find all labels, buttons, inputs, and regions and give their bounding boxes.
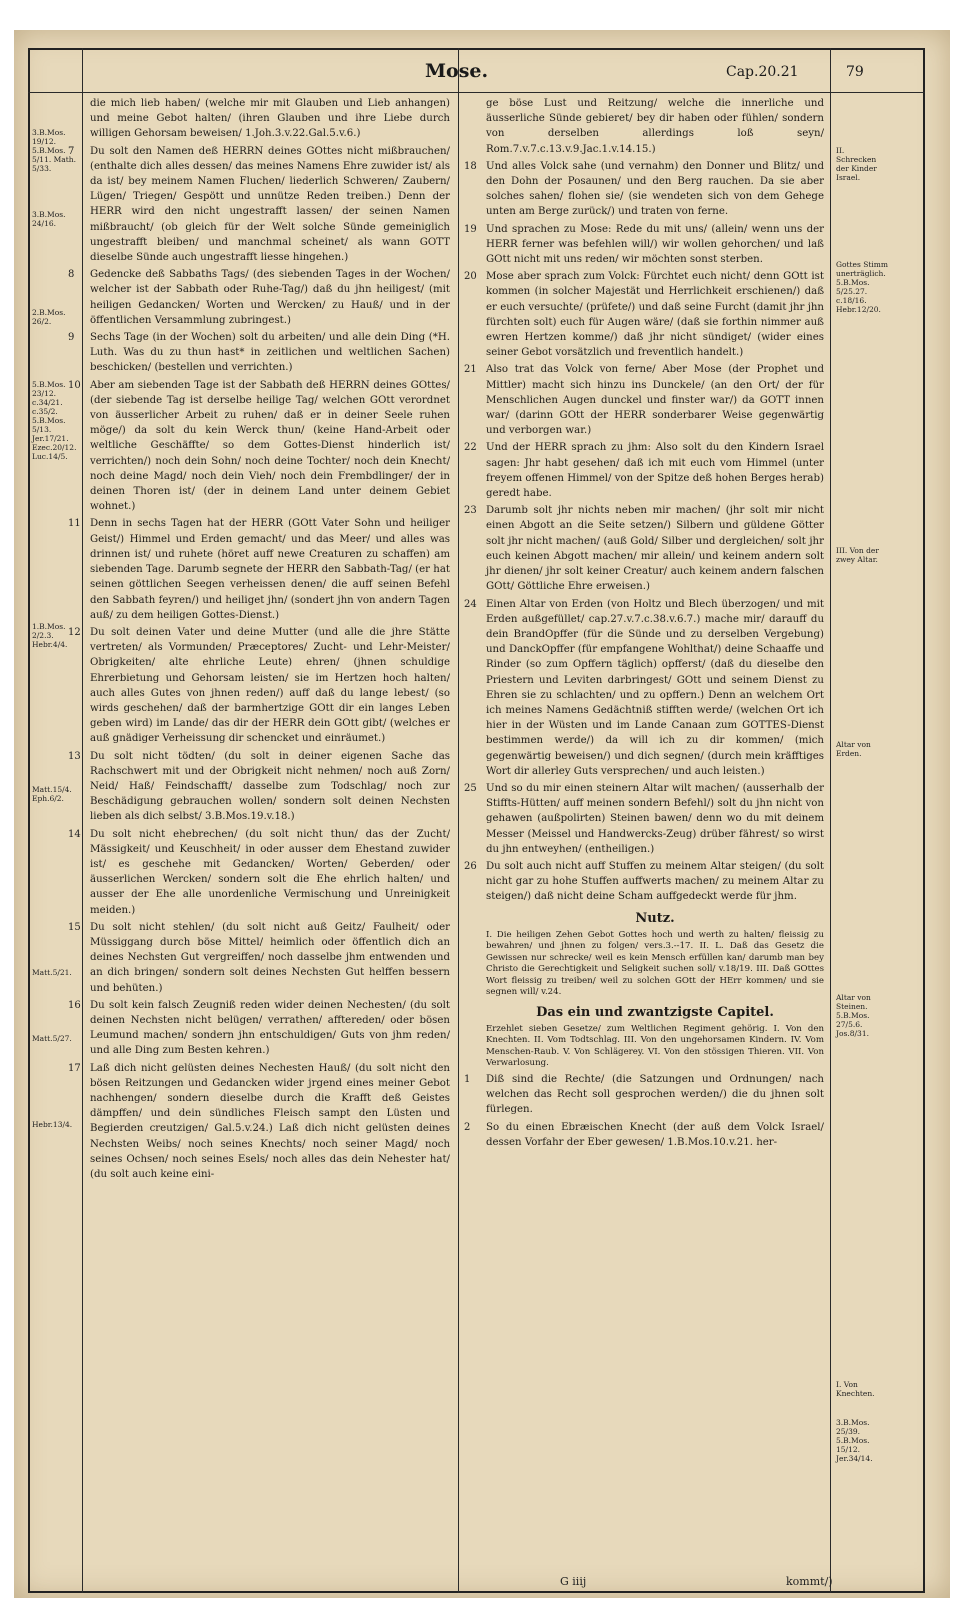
margin-note-left-5: 1.B.Mos. 2/2.3. Hebr.4/4. bbox=[32, 622, 68, 649]
paragraph-v8: 8 Gedencke deß Sabbaths Tags/ (des siebenden Tages in der Wochen/ welcher ist der Sabbath oder Ruhe-Tag/) daß du jhn heiligest/ (mit heiligen Gedancken/ Worten und Wercken/ zu Hauß/ und in der öffentlichen Versammlung zubringest.) bbox=[68, 269, 450, 326]
margin-note-right-3: III. Von der zwey Altar. bbox=[836, 546, 879, 564]
paragraph-v12: 12 Du solt deinen Vater und deine Mutter (und alle die jhre Stätte vertreten/ als Vormunden/ Præceptores/ Zucht- und Lehr-Meister/ Obrigkeiten/ alte ehrliche Leute) ehren/ (jhnen schuldige Ehrerbietung und Gehorsam leisten/ sie im Hertzen hoch halten/ auch alles Gutes von jhnen reden/) auff daß du lange lebest/ (so wirds geschehen/ daß der barmhertzige GOtt dir ein langes Leben geben wird) im Lande/ das dir der HERR dein GOtt gibt/ (welches er auß gnädiger Verheissung dir schencket und einräumet.) bbox=[68, 626, 450, 745]
margin-note-right-4: Altar von Erden. bbox=[836, 740, 871, 758]
margin-note-right-1: II. Schrecken der Kinder Israel. bbox=[836, 146, 877, 182]
right-column bbox=[464, 96, 824, 1152]
paragraph-c21-v1: 1 Diß sind die Rechte/ (die Satzungen und Ordnungen/ nach welchen das Recht soll gesprochen werden/) die du jhnen solt fürlegen. bbox=[464, 1073, 824, 1116]
page-number: 79 bbox=[846, 64, 864, 80]
paragraph-v26: 26 Du solt auch nicht auff Stuffen zu meinem Altar steigen/ (du solt nicht gar zu hohe Stuffen auffwerts machen/ zu meinem Altar zu steigen/) daß nicht deine Scham auffgedeckt werde für jhm. bbox=[464, 860, 824, 903]
paragraph-v23: 23 Darumb solt jhr nichts neben mir machen/ (jhr solt mir nicht einen Abgott an die Seite setzen/) Silbern und güldene Götter solt jhr nicht machen/ (auß Gold/ Silber und dergleichen/ solt jhr euch keinen Abgott machen/ mir allein/ und keinem andern solt jhr dienen/ jhr solt keiner Creatur/ auch keinem andern falschen GOtt/ Göttliche Ehre erweisen.) bbox=[464, 505, 824, 593]
paragraph-v10: 10 Aber am siebenden Tage ist der Sabbath deß HERRN deines GOttes/ (der siebende Tag ist derselbe heilige Tag/ welchen GOtt verordnet von äusserlicher Arbeit zu ruhen/ daß er in deiner Seele ruhen möge/) da solt du kein Werck thun/ (keine Hand-Arbeit oder weltliche Geschäffte/ so dem Gottes-Dienst hinderlich ist/ verrichten/) noch dein Sohn/ noch deine Tochter/ noch dein Knecht/ noch deine Magd/ noch dein Vieh/ noch dein Frembdlinger/ der in deinen Thoren ist/ (der in deinem Land unter deinem Gebiet wohnet.) bbox=[68, 379, 450, 513]
header-rule bbox=[28, 92, 925, 93]
margin-note-right-5: Altar von Steinen. 5.B.Mos. 27/5.6. Jos.8/31. bbox=[836, 993, 871, 1038]
signature-mark: G iiij bbox=[560, 1575, 587, 1588]
paragraph-v18: 18 Und alles Volck sahe (und vernahm) den Donner und Blitz/ und den Dohn der Posaunen/ und den Berg rauchen. Da sie aber solches sahen/ flohen sie/ (sie wendeten sich von dem Gehege unten am Berge zurück/) und traten von ferne. bbox=[464, 160, 824, 218]
paragraph-v24: 24 Einen Altar von Erden (von Holtz und Blech überzogen/ und mit Erden außgefüllet/ cap.27.v.7.c.38.v.6.7.) mache mir/ darauff du dein BrandOpffer (für die Sünde und zu derselben Vergebung) und DanckOpffer (für empfangene Wohlthat/) deine Schaaffe und Rinder (so zum Opffern täglich) opfferst/ (daß du dieselbe den Priestern und Leviten darbringest/ GOtt und seinem Dienst zu Ehren sie zu schlachten/ und zu opffern.) Denn an welchem Ort ich meines Namens Gedächtniß stifften werde/ (welchen Ort ich hier in der Wüsten und im Lande Canaan zum GOTTES-Dienst bestimmen werde/) da will ich zu dir kommen/ (mich gegenwärtig beweisen/) und dich segnen/ (durch mein kräfftiges Wort dir allerley Guts versprechen/ und auch leisten.) bbox=[464, 598, 824, 777]
paragraph-v19: 19 Und sprachen zu Mose: Rede du mit uns/ (allein/ wenn uns der HERR ferner was befehlen will/) wir wollen gehorchen/ und laß GOtt nicht mit uns reden/ wir möchten sonst sterben. bbox=[464, 223, 824, 266]
nutz-text: I. Die heiligen Zehen Gebot Gottes hoch und werth zu halten/ fleissig zu bewahren/ und jhnen zu folgen/ vers.3.--17. II. L. Daß das Gesetz die Gewissen nur schrecke/ weil es kein Mensch erfüllen kan/ darumb man bey Christo die Gerechtigkeit und Seligkeit suchen soll/ v.18/19. III. Daß GOttes Wort fleissig zu treiben/ weil zu solchen GOtt der HErr kommen/ und sie segnen will/ v.24. bbox=[486, 929, 824, 998]
left-column bbox=[68, 96, 450, 1184]
paragraph-v17: 17 Laß dich nicht gelüsten deines Nechesten Hauß/ (du solt nicht den bösen Reitzungen und Gedancken wider jrgend eines meiner Gebot nachhengen/ sondern dieselbe durch die Krafft deß Geistes dämpffen/ und dein sündliches Fleisch sampt den Lüsten und Begierden creutzigen/ Gal.5.v.24.) Laß dich nicht gelüsten deines Nechsten Weibs/ noch seines Knechts/ noch seiner Magd/ noch seines Ochsen/ noch seines Esels/ noch alles das dein Nehester hat/ (du solt auch keine eini- bbox=[68, 1062, 450, 1181]
left-margin-rule bbox=[82, 48, 83, 1593]
margin-note-left-6: Matt.15/4. Eph.6/2. bbox=[32, 785, 72, 803]
paragraph-r-intro: ge böse Lust und Reitzung/ welche die innerliche und äusserliche Sünde gebieret/ bey dir haben oder fühlen/ sondern von derselben allerdings loß seyn/ Rom.7.v.7.c.13.v.9.Jac.1.v.14.15.) bbox=[486, 98, 824, 155]
paragraph-v20: 20 Mose aber sprach zum Volck: Fürchtet euch nicht/ denn GOtt ist kommen (in solcher Majestät und Herrlichkeit erschienen/) daß er euch versuchte/ (prüfete/) und daß seine Furcht (damit jhr jhn fürchten solt) euch für Augen wäre/ (daß sie forthin nimmer auß ewren Hertzen komme/) daß jhr nicht sündiget/ (wider eines seiner Gebot vorsätzlich und freventlich handelt.) bbox=[464, 271, 824, 359]
margin-note-left-8: Matt.5/27. bbox=[32, 1034, 72, 1043]
chapter-21-summary: Erzehlet sieben Gesetze/ zum Weltlichen Regiment gehörig. I. Von den Knechten. II. Vom Todtschlag. III. Von den ungehorsamen Kindern. IV. Vom Menschen-Raub. V. Von Schlägerey. VI. Von den stössigen Thieren. VII. Von Verwarlosung. bbox=[486, 1023, 824, 1069]
paragraph-v13: 13 Du solt nicht tödten/ (du solt in deiner eigenen Sache das Rachschwert mit und der Obrigkeit nicht nehmen/ noch auß Zorn/ Neid/ Haß/ Feindschafft/ dasselbe zum Todschlag/ noch zur Beschädigung gebrauchen wollen/ sondern solt deinen Nechsten lieben als dich selbst/ 3.B.Mos.19.v.18.) bbox=[68, 750, 450, 823]
right-margin-rule bbox=[830, 48, 831, 1593]
paragraph-v11: 11 Denn in sechs Tagen hat der HERR (GOtt Vater Sohn und heiliger Geist/) Himmel und Erden gemacht/ und das Meer/ und alles was drinnen ist/ und ruhete (höret auff newe Creaturen zu schaffen) am siebenden Tage. Darumb segnete der HERR den Sabbath-Tag/ (er hat seinen göttlichen Seegen verheissen denen/ die auff seinen Befehl den Sabbath feyren/) und heiliget jhn/ (sondert jhn von andern Tagen auß/ zu dem heiligen Gottes-Dienst.) bbox=[68, 518, 450, 621]
margin-note-left-1: 3.B.Mos. 19/12. 5.B.Mos. 5/11. Math. 5/33. bbox=[32, 128, 76, 173]
margin-note-left-2: 3.B.Mos. 24/16. bbox=[32, 210, 66, 228]
paragraph-v14: 14 Du solt nicht ehebrechen/ (du solt nicht thun/ das der Zucht/ Mässigkeit/ und Keuschheit/ in oder ausser dem Ehestand zuwider ist/ es geschehe mit Gedancken/ Worten/ Geberden/ oder äusserlichen Wercken/ sondern solt die Ehe ehrlich halten/ und ausser der Ehe alle unordenliche Vermischung und Unreinigkeit meiden.) bbox=[68, 828, 450, 916]
chapter-ref: Cap.20.21 bbox=[726, 64, 799, 80]
paragraph-v22: 22 Und der HERR sprach zu jhm: Also solt du den Kindern Israel sagen: Jhr habt gesehen/ daß ich mit euch vom Himmel (unter freyem offenen Himmel/ von der Spitze deß hohen Berges herab) geredt habe. bbox=[464, 442, 824, 500]
margin-note-right-6: I. Von Knechten. bbox=[836, 1380, 875, 1398]
paragraph-v15: 15 Du solt nicht stehlen/ (du solt nicht auß Geitz/ Faulheit/ oder Müssiggang durch böse Mittel/ heimlich oder öffentlich dich an deines Nechsten Gut vergreiffen/ noch dasselbe jhm entwenden und an dich bringen/ sondern solt deines Nechsten Gut helffen bessern und behüten.) bbox=[68, 921, 450, 994]
margin-note-left-7: Matt.5/21. bbox=[32, 968, 72, 977]
catchword: kommt/) bbox=[786, 1575, 833, 1588]
running-title: Mose. bbox=[425, 60, 489, 82]
paragraph-intro: die mich lieb haben/ (welche mir mit Glauben und Lieb anhangen) und meine Gebot halten/ (ihren Glauben und ihre Liebe durch willigen Gehorsam beweisen/ 1.Joh.3.v.22.Gal.5.v.6.) bbox=[90, 98, 450, 140]
margin-note-left-9: Hebr.13/4. bbox=[32, 1120, 73, 1129]
chapter-21-heading: Das ein und zwantzigste Capitel. bbox=[536, 1004, 774, 1020]
margin-note-left-4: 5.B.Mos. 23/12. c.34/21. c.35/2. 5.B.Mos. 5/13. Jer.17/21. Ezec.20/12. Luc.14/5. bbox=[32, 380, 77, 461]
margin-note-right-2: Gottes Stimm unerträglich. 5.B.Mos. 5/25.27. c.18/16. Hebr.12/20. bbox=[836, 260, 888, 314]
paragraph-v7: 7 Du solt den Namen deß HERRN deines GOttes nicht mißbrauchen/ (enthalte dich alles dessen/ das meines Namens Ehre zuwider ist/ als da ist/ bey meinem Namen Fluchen/ liederlich Schweren/ Zaubern/ Lügen/ Triegen/ Gespött und unnütze Reden treiben.) Denn der HERR wird den nicht ungestrafft lassen/ der seinen Namen mißbraucht/ (ob gleich für der Welt solche Sünde gemeiniglich ungestrafft bleiben/ und manchmal scheinet/ als wann GOTT dieselbe Sünde auch ungestrafft liesse hingehen.) bbox=[68, 145, 450, 264]
margin-note-right-7: 3.B.Mos. 25/39. 5.B.Mos. 15/12. Jer.34/14. bbox=[836, 1418, 873, 1463]
paragraph-v16: 16 Du solt kein falsch Zeugniß reden wider deinen Nechesten/ (du solt deinen Nechsten nicht belügen/ verrathen/ afftereden/ oder bösen Leumund machen/ sondern jhn entschuldigen/ Guts von jhm reden/ und alle Ding zum Besten kehren.) bbox=[68, 999, 450, 1057]
paragraph-v21: 21 Also trat das Volck von ferne/ Aber Mose (der Prophet und Mittler) macht sich hinzu ins Dunckele/ (an den Ort/ der für Menschlichen Augen dunckel und finster war/) da GOTT innen war/ (darinn GOtt der HERR sonderbarer Weise gegenwärtig und verborgen war.) bbox=[464, 364, 824, 437]
paragraph-v25: 25 Und so du mir einen steinern Altar wilt machen/ (ausserhalb der Stiffts-Hütten/ auff meinen sondern Befehl/) solt du jhn nicht von gehawen (außpolirten) Steinen bawen/ denn wo du mit deinem Messer (Meissel und Handwercks-Zeug) drüber fährest/ so wirst du jhn entweyhen/ (entheiligen.) bbox=[464, 782, 824, 855]
paragraph-v9: 9 Sechs Tage (in der Wochen) solt du arbeiten/ und alle dein Ding (*H. Luth. Was du zu thun hast* in zeitlichen und weltlichen Sachen) beschicken/ (bestellen und verrichten.) bbox=[68, 332, 450, 374]
center-column-rule bbox=[458, 48, 459, 1593]
margin-note-left-3: 2.B.Mos. 26/2. bbox=[32, 308, 66, 326]
paragraph-c21-v2: 2 So du einen Ebræischen Knecht (der auß dem Volck Israel/ dessen Vorfahr der Eber gewesen/ 1.B.Mos.10.v.21. her- bbox=[464, 1121, 824, 1148]
nutz-heading: Nutz. bbox=[635, 910, 675, 926]
